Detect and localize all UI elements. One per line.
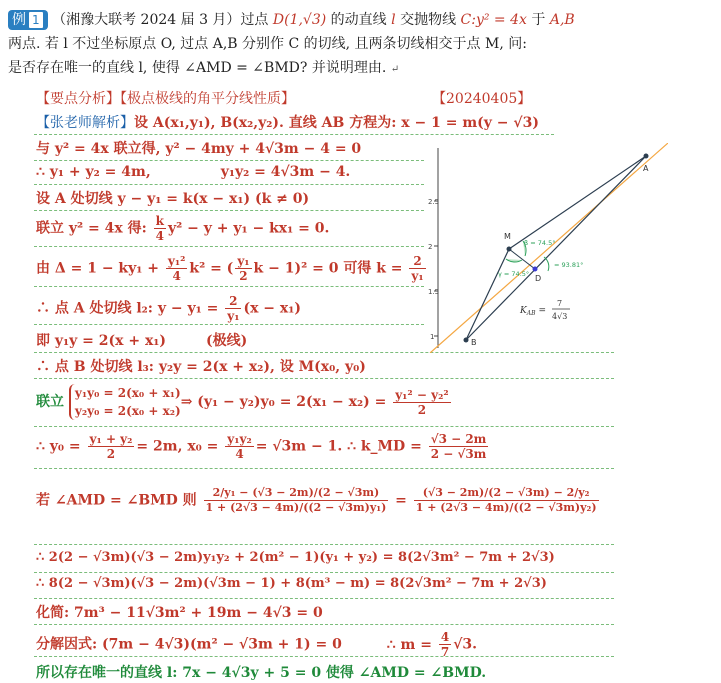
solution-line-13: ∴ 2(2 − √3m)(√3 − 2m)y₁y₂ + 2(m² − 1)(y₁ + y₂) = 8(2√3m² − 7m + 2√3) — [36, 550, 555, 565]
solution-line-10: 联立 y₁y₀ = 2(x₀ + x₁) y₂y₀ = 2(x₀ + x₂) ⇒ (y₁ − y₂)y₀ = 2(x₁ − x₂) = $\frac{\text{y₁² − y₂²}}{2}$ — [36, 386, 449, 418]
problem-line-2: 两点. 若 l 不过坐标原点 O, 过点 A,B 分别作 C 的切线, 且两条切线相交于点 M, 问: — [8, 36, 527, 52]
point-b-dot — [464, 338, 469, 343]
example-number: 1 — [28, 11, 44, 29]
solution-line-7: ∴ 点 A 处切线 l₂: y − y₁ = $\frac{2}{\text{y₁}}$ (x − x₁) — [36, 294, 302, 323]
angle-label-2: γ = 74.5° — [498, 270, 530, 278]
solution-line-3: ∴ y₁ + y₂ = 4m, y₁y₂ = 4√3m − 4. — [36, 164, 351, 180]
solution-line-6: 由 Δ = 1 − ky₁ + $\frac{\text{y₁²}}{4}$ k² = ( $\frac{\text{y₁}}{2}$ k − 1)² = 0 可得 k = $\frac{2}{\text{y₁}}$ — [36, 254, 424, 283]
y-tick-label: 1 — [430, 333, 435, 341]
solution-line-8: 即 y₁y = 2(x + x₁) (极线) — [36, 333, 248, 349]
slope-den: 4√3 — [552, 312, 568, 321]
solution-line-14: ∴ 8(2 − √3m)(√3 − 2m)(√3m − 1) + 8(m³ − m) = 8(2√3m² − 7m + 2√3) — [36, 576, 547, 591]
analysis-label: 【要点分析】【极点极线的角平分线性质】 — [36, 91, 295, 107]
problem-source: （湘豫大联考 2024 届 3 月） — [52, 12, 241, 28]
problem-line-3: 是否存在唯一的直线 l, 使得 ∠AMD = ∠BMD? 并说明理由. — [8, 60, 387, 76]
geometry-figure — [428, 143, 668, 353]
segment-md — [509, 249, 535, 269]
solution-line-2: 与 y² = 4x 联立得, y² − 4my + 4√3m − 4 = 0 — [36, 141, 362, 157]
example-tag: 例 1 — [8, 10, 48, 30]
y-tick-label: 2.5 — [428, 198, 440, 206]
slope-label-k: $K_{AB}$ = — [520, 306, 547, 317]
angle-arc-2 — [506, 259, 522, 262]
analysis-date: 【20240405】 — [432, 91, 532, 107]
point-d-dot — [533, 267, 538, 272]
slope-num: 7 — [557, 299, 563, 308]
angle-label-3: = 93.81° — [554, 261, 584, 269]
solution-line-1: 【张老师解析】设 A(x₁,y₁), B(x₂,y₂). 直线 AB 方程为: x − 1 = m(y − √3) — [36, 115, 539, 131]
y-tick-label: 2 — [428, 243, 433, 251]
point-a-dot — [644, 154, 649, 159]
point-d: D(1,√3) — [272, 12, 327, 28]
label-m: M — [504, 232, 511, 241]
solution-line-9: ∴ 点 B 处切线 l₃: y₂y = 2(x + x₂), 设 M(x₀, y₀) — [36, 359, 366, 375]
solution-line-15: 化简: 7m³ − 11√3m² + 19m − 4√3 = 0 — [36, 605, 323, 621]
label-b: B — [471, 338, 477, 347]
angle-label-1: β = 74.5° — [524, 239, 556, 247]
y-tick-label: 1.5 — [428, 288, 440, 296]
point-m-dot — [507, 247, 512, 252]
tangent-b — [466, 249, 509, 340]
parabola-eq: C:y² = 4x — [460, 12, 527, 28]
label-a: A — [643, 164, 649, 173]
solution-line-5: 联立 y² = 4x 得: $\frac{k}{4}$ y² − y + y₁ − kx₁ = 0. — [36, 214, 330, 243]
solution-line-12: 若 ∠AMD = ∠BMD 则 $\frac{\text{2/y₁ − (√3 − 2m)/(2 − √3m)}}{\text{1 + (2√3 − 4m)/((2 − √3m)y₁)}}$ = $\frac{\text{(√3 − 2m)/(2 − √3m) − 2/y₂}}{\text{1 + (2√3 − 4m)/((2 − √3m)y₂)}}$ — [36, 486, 597, 514]
orange-line — [430, 143, 668, 353]
solution-line-4: 设 A 处切线 y − y₁ = k(x − x₁) (k ≠ 0) — [36, 191, 310, 207]
tangent-a — [509, 156, 646, 249]
label-d: D — [535, 274, 542, 283]
solution-line-16: 分解因式: (7m − 4√3)(m² − √3m + 1) = 0 ∴ m = $\frac{4}{7}$ √3. — [36, 630, 478, 659]
solution-line-11: ∴ y₀ = $\frac{\text{y₁ + y₂}}{2}$ = 2m, x₀ = $\frac{\text{y₁y₂}}{4}$ = √3m − 1. ∴ k_MD = $\frac{√3 - 2m}{2 - √3m}$ — [36, 432, 487, 461]
solution-line-17: 所以存在唯一的直线 l: 7x − 4√3y + 5 = 0 使得 ∠AMD = ∠BMD. — [36, 665, 487, 681]
problem-statement: 例 1 （湘豫大联考 2024 届 3 月）过点 D(1,√3) 的动直线 l 交抛物线 C:y² = 4x 于 A,B 两点. 若 l 不过坐标原点 O, 过点 A,B 分别作 C 的切线, 且两条切线相交于点 M, 问: 是否存在唯一的直线 l, 使得 ∠AMD = ∠BMD? 并说明理由. ↵ — [8, 12, 575, 76]
